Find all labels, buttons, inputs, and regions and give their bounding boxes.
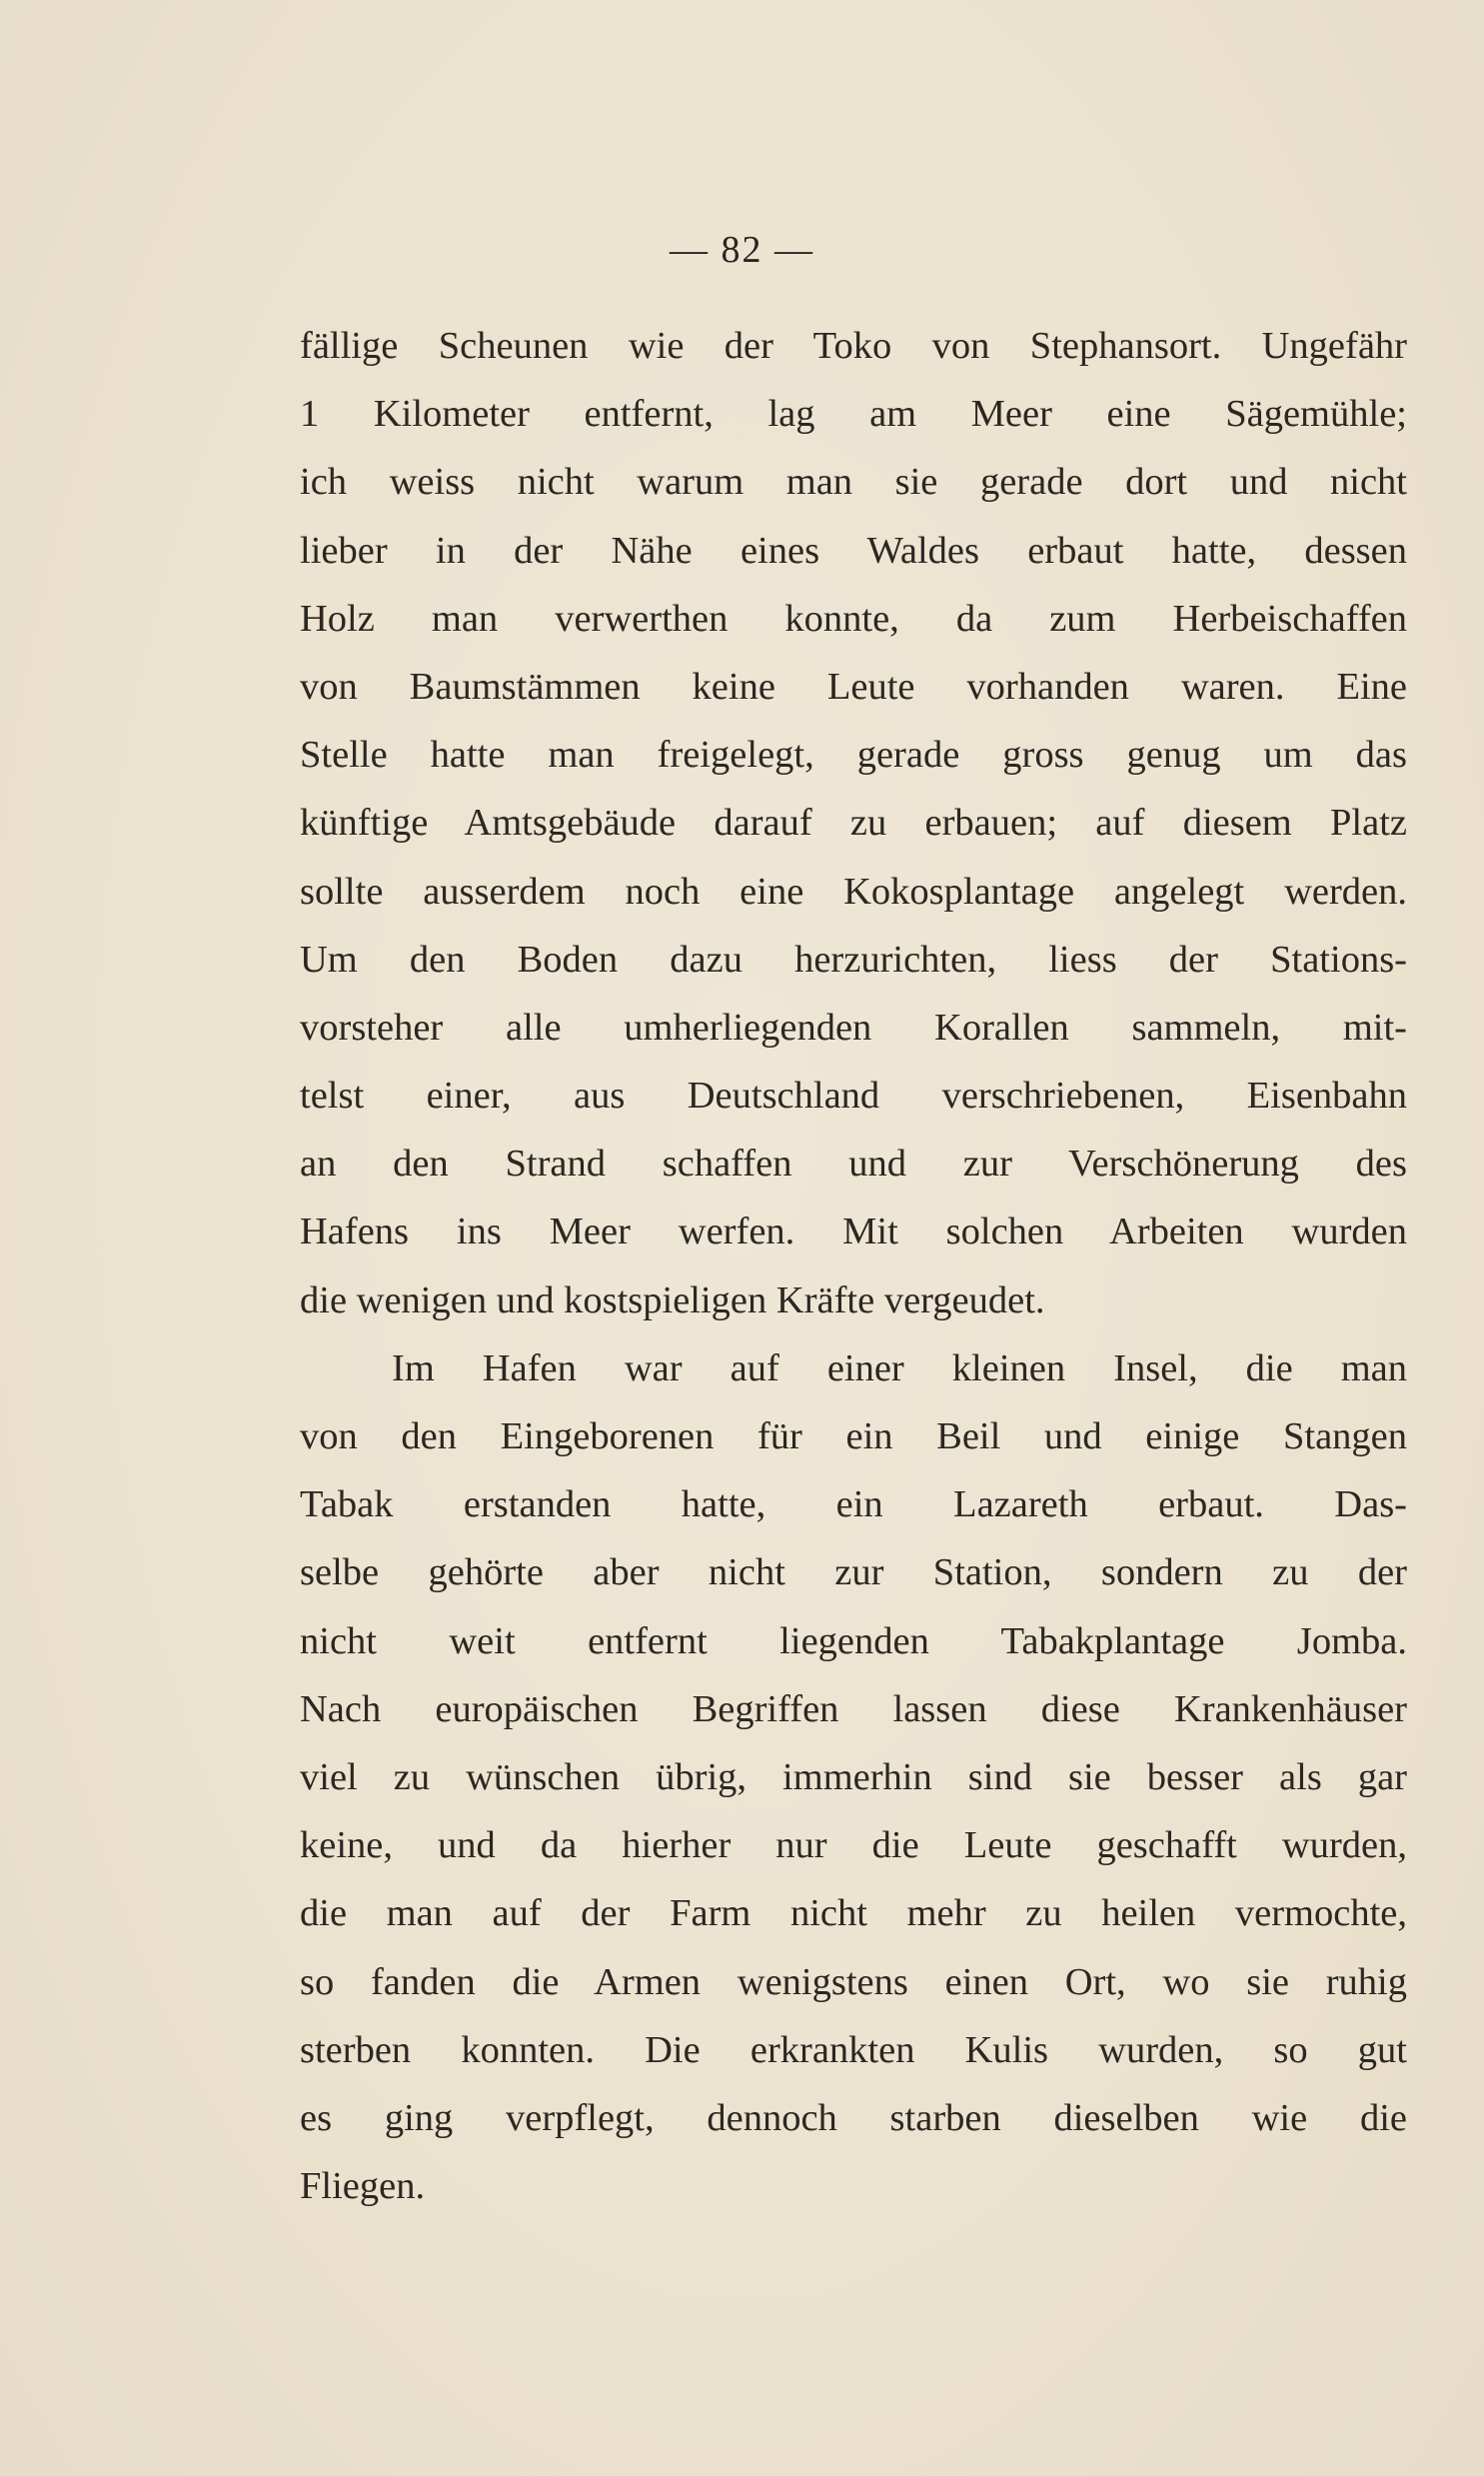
text-line: von den Eingeborenen für ein Beil und einige Stangen: [300, 1415, 1407, 1457]
text-line: künftige Amtsgebäude darauf zu erbauen; auf diesem Platz: [300, 802, 1407, 845]
text-line: Holz man verwerthen konnte, da zum Herbeischaffen: [300, 597, 1407, 640]
text-line: Hafens ins Meer werfen. Mit solchen Arbeiten wurden: [300, 1211, 1407, 1253]
paragraph-end-line: die wenigen und kostspieligen Kräfte vergeudet.: [300, 1278, 1045, 1321]
body-text: [300, 312, 1407, 2220]
text-line: sollte ausserdem noch eine Kokosplantage angelegt werden.: [300, 870, 1407, 913]
text-line: viel zu wünschen übrig, immerhin sind sie besser als gar: [300, 1755, 1407, 1798]
text-line: Tabak erstanden hatte, ein Lazareth erbaut. Das-: [300, 1483, 1407, 1526]
text-line: sterben konnten. Die erkrankten Kulis wurden, so gut: [300, 2028, 1407, 2071]
text-line: Nach europäischen Begriffen lassen diese Krankenhäuser: [300, 1687, 1407, 1730]
text-line: fällige Scheunen wie der Toko von Stephansort. Ungefähr: [300, 325, 1407, 367]
text-line: von Baumstämmen keine Leute vorhanden waren. Eine: [300, 665, 1407, 708]
page-number: — 82 —: [670, 229, 814, 271]
text-line: vorsteher alle umherliegenden Korallen sammeln, mit-: [300, 1006, 1407, 1049]
text-line: so fanden die Armen wenigstens einen Ort, wo sie ruhig: [300, 1960, 1407, 2003]
text-line: 1 Kilometer entfernt, lag am Meer eine Sägemühle;: [300, 393, 1407, 436]
text-line: Um den Boden dazu herzurichten, liess der Stations-: [300, 938, 1407, 981]
text-line: keine, und da hierher nur die Leute geschafft wurden,: [300, 1824, 1407, 1867]
text-line: Stelle hatte man freigelegt, gerade gross genug um das: [300, 734, 1407, 777]
text-line: an den Strand schaffen und zur Verschönerung des: [300, 1143, 1407, 1186]
text-line: selbe gehörte aber nicht zur Station, sondern zu der: [300, 1551, 1407, 1594]
text-line: die man auf der Farm nicht mehr zu heilen vermochte,: [300, 1892, 1407, 1935]
text-line: ich weiss nicht warum man sie gerade dort und nicht: [300, 461, 1407, 504]
text-line: lieber in der Nähe eines Waldes erbaut hatte, dessen: [300, 529, 1407, 572]
paragraph-end-line: Fliegen.: [300, 2165, 426, 2208]
text-line: telst einer, aus Deutschland verschriebenen, Eisenbahn: [300, 1075, 1407, 1118]
paragraph-start-line: Im Hafen war auf einer kleinen Insel, die man: [392, 1346, 1407, 1389]
text-line: nicht weit entfernt liegenden Tabakplantage Jomba.: [300, 1619, 1407, 1662]
text-line: es ging verpflegt, dennoch starben dieselben wie die: [300, 2096, 1407, 2139]
